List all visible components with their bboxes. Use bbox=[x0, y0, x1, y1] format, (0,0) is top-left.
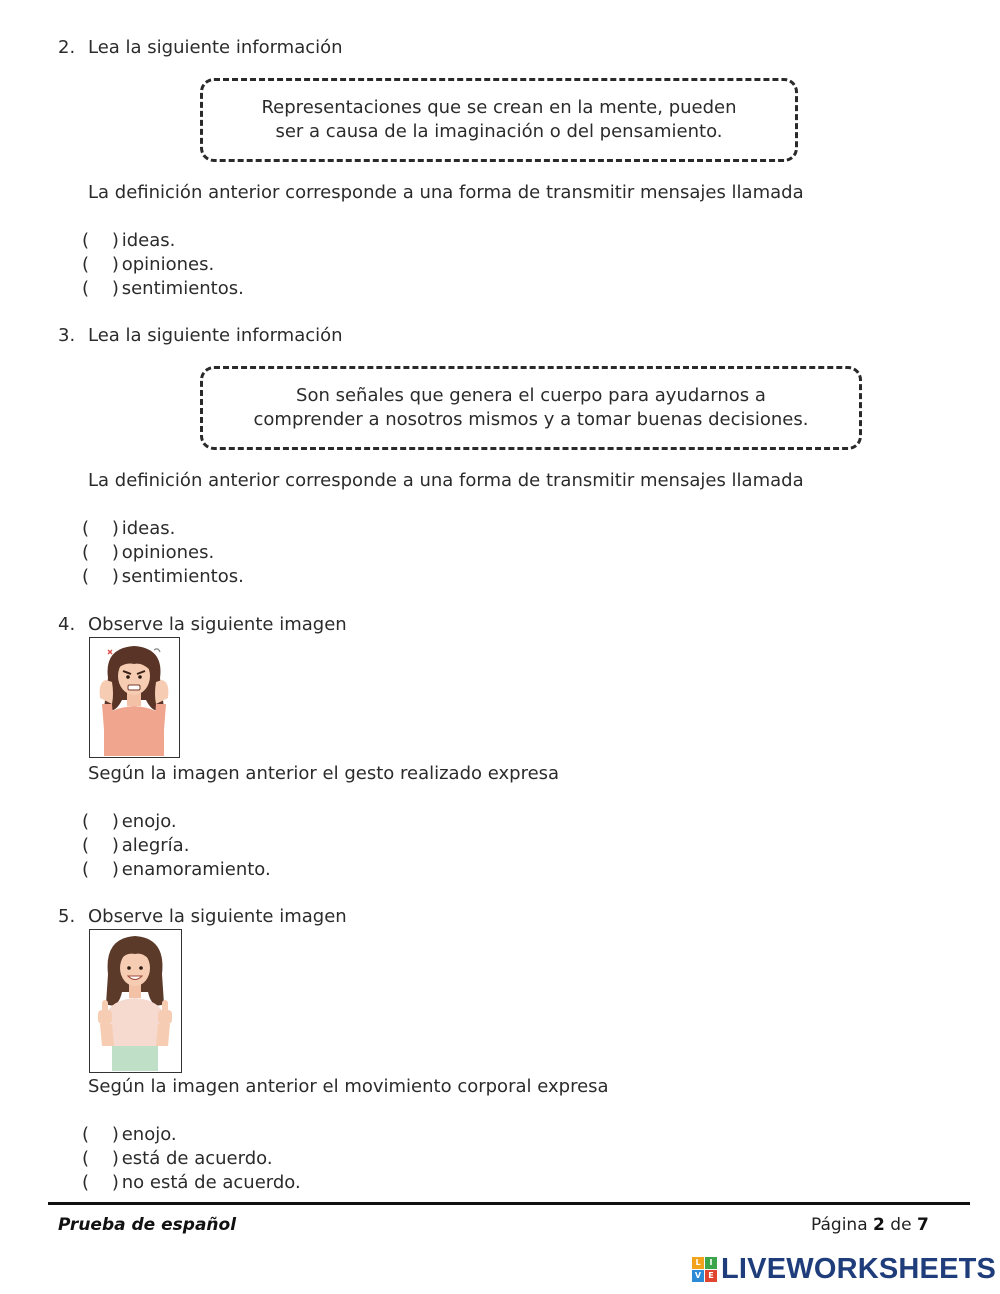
option-label: alegría. bbox=[121, 835, 190, 856]
question-4-statement: Según la imagen anterior el gesto realizado expresa bbox=[88, 763, 560, 784]
question-5-option-3[interactable] bbox=[82, 1172, 301, 1193]
question-2-option-2[interactable] bbox=[82, 254, 214, 275]
question-4-number: 4. bbox=[58, 614, 76, 635]
option-label: enojo. bbox=[121, 1124, 177, 1145]
footer-divider bbox=[48, 1202, 970, 1205]
page-current: 2 bbox=[873, 1215, 885, 1235]
footer-page-indicator bbox=[811, 1215, 929, 1235]
footer-test-title: Prueba de español bbox=[58, 1215, 237, 1235]
answer-blank[interactable]: ( ) bbox=[82, 1124, 119, 1145]
info-box-line: comprender a nosotros mismos y a tomar buenas decisiones. bbox=[253, 409, 809, 430]
question-5-number: 5. bbox=[58, 906, 76, 927]
liveworksheets-brand[interactable] bbox=[692, 1252, 996, 1286]
question-5-statement: Según la imagen anterior el movimiento corporal expresa bbox=[88, 1076, 609, 1097]
option-label: sentimientos. bbox=[121, 566, 244, 587]
answer-blank[interactable]: ( ) bbox=[82, 542, 119, 563]
question-3-prompt: Lea la siguiente información bbox=[88, 325, 343, 346]
answer-blank[interactable]: ( ) bbox=[82, 859, 119, 880]
angry-woman-image bbox=[89, 637, 180, 758]
option-label: sentimientos. bbox=[121, 278, 244, 299]
option-label: opiniones. bbox=[121, 254, 215, 275]
info-box-line: ser a causa de la imaginación o del pensamiento. bbox=[275, 121, 723, 142]
question-3-option-3[interactable] bbox=[82, 566, 244, 587]
answer-blank[interactable]: ( ) bbox=[82, 1148, 119, 1169]
question-4-prompt: Observe la siguiente imagen bbox=[88, 614, 347, 635]
question-3-option-1[interactable] bbox=[82, 518, 175, 539]
answer-blank[interactable]: ( ) bbox=[82, 1172, 119, 1193]
answer-blank[interactable]: ( ) bbox=[82, 566, 119, 587]
brand-name: LIVEWORKSHEETS bbox=[721, 1252, 997, 1285]
question-5-option-2[interactable] bbox=[82, 1148, 273, 1169]
question-2-statement: La definición anterior corresponde a una forma de transmitir mensajes llamada bbox=[88, 182, 804, 203]
question-5-prompt: Observe la siguiente imagen bbox=[88, 906, 347, 927]
option-label: ideas. bbox=[121, 518, 176, 539]
question-3-number: 3. bbox=[58, 325, 76, 346]
question-4-option-3[interactable] bbox=[82, 859, 271, 880]
page-total: 7 bbox=[916, 1215, 929, 1235]
answer-blank[interactable]: ( ) bbox=[82, 278, 119, 299]
question-4-option-2[interactable] bbox=[82, 835, 189, 856]
question-2-info-box bbox=[200, 78, 798, 162]
answer-blank[interactable]: ( ) bbox=[82, 254, 119, 275]
answer-blank[interactable]: ( ) bbox=[82, 811, 119, 832]
option-label: enojo. bbox=[121, 811, 177, 832]
question-2-option-1[interactable] bbox=[82, 230, 175, 251]
option-label: no está de acuerdo. bbox=[121, 1172, 301, 1193]
question-3-info-box bbox=[200, 366, 862, 450]
page-label: Página bbox=[811, 1215, 868, 1235]
answer-blank[interactable]: ( ) bbox=[82, 835, 119, 856]
option-label: ideas. bbox=[121, 230, 176, 251]
info-box-line: Representaciones que se crean en la mente, pueden bbox=[261, 97, 737, 118]
question-2-prompt: Lea la siguiente información bbox=[88, 37, 343, 58]
option-label: opiniones. bbox=[121, 542, 215, 563]
answer-blank[interactable]: ( ) bbox=[82, 518, 119, 539]
liveworksheets-logo-icon: L I V E bbox=[692, 1257, 717, 1282]
page-sep: de bbox=[890, 1215, 912, 1235]
question-2-option-3[interactable] bbox=[82, 278, 244, 299]
question-3-statement: La definición anterior corresponde a una forma de transmitir mensajes llamada bbox=[88, 470, 804, 491]
question-4-option-1[interactable] bbox=[82, 811, 177, 832]
question-3-option-2[interactable] bbox=[82, 542, 214, 563]
option-label: enamoramiento. bbox=[121, 859, 271, 880]
answer-blank[interactable]: ( ) bbox=[82, 230, 119, 251]
thumbs-up-woman-image bbox=[89, 929, 182, 1073]
question-5-option-1[interactable] bbox=[82, 1124, 177, 1145]
question-2-number: 2. bbox=[58, 37, 76, 58]
option-label: está de acuerdo. bbox=[121, 1148, 273, 1169]
info-box-line: Son señales que genera el cuerpo para ayudarnos a bbox=[296, 385, 766, 406]
